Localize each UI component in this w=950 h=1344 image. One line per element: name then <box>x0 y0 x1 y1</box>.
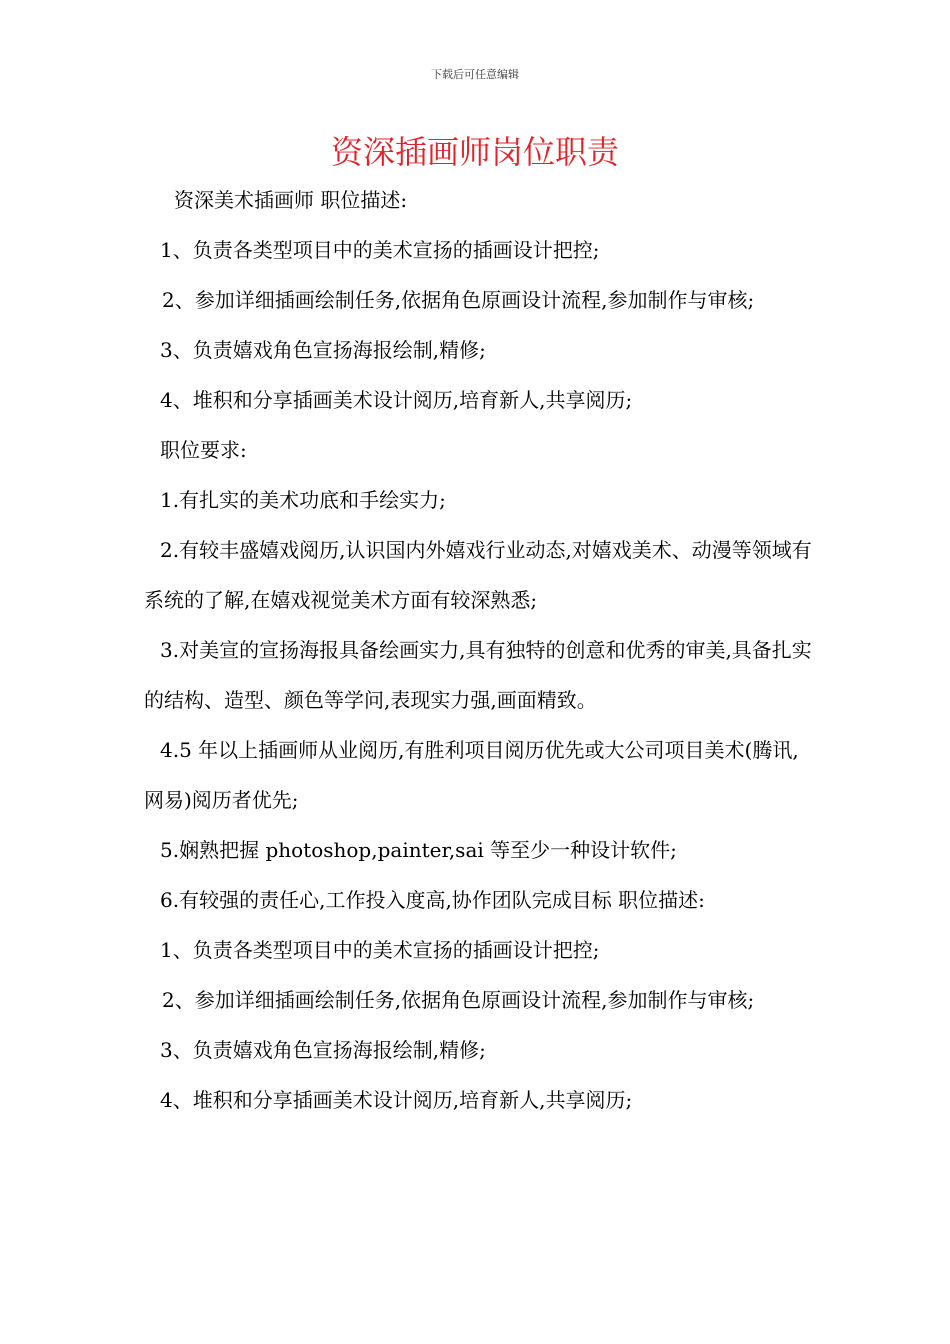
paragraph: 3、负责嬉戏角色宣扬海报绘制,精修; <box>160 1038 486 1062</box>
paragraph: 1.有扎实的美术功底和手绘实力; <box>160 488 446 512</box>
paragraph: 1、负责各类型项目中的美术宣扬的插画设计把控; <box>160 938 600 962</box>
paragraph: 5.娴熟把握 photoshop,painter,sai 等至少一种设计软件; <box>160 838 677 862</box>
paragraph: 6.有较强的责任心,工作投入度高,协作团队完成目标 职位描述: <box>160 888 705 912</box>
paragraph: 2、参加详细插画绘制任务,依据角色原画设计流程,参加制作与审核; <box>162 288 755 312</box>
paragraph: 4、堆积和分享插画美术设计阅历,培育新人,共享阅历; <box>160 1088 633 1112</box>
header-note: 下载后可任意编辑 <box>431 68 519 81</box>
document-body <box>144 182 812 1132</box>
paragraph: 3.对美宣的宣扬海报具备绘画实力,具有独特的创意和优秀的审美,具备扎实的结构、造型、颜色等学问,表现实力强,画面精致。 <box>144 638 812 712</box>
paragraph: 职位要求: <box>160 438 247 462</box>
paragraph: 2.有较丰盛嬉戏阅历,认识国内外嬉戏行业动态,对嬉戏美术、动漫等领域有系统的了解,在嬉戏视觉美术方面有较深熟悉; <box>144 538 812 612</box>
paragraph: 4.5 年以上插画师从业阅历,有胜利项目阅历优先或大公司项目美术(腾讯,网易)阅历者优先; <box>144 738 799 812</box>
paragraph: 资深美术插画师 职位描述: <box>174 188 408 212</box>
paragraph: 1、负责各类型项目中的美术宣扬的插画设计把控; <box>160 238 600 262</box>
paragraph: 4、堆积和分享插画美术设计阅历,培育新人,共享阅历; <box>160 388 633 412</box>
paragraph: 3、负责嬉戏角色宣扬海报绘制,精修; <box>160 338 486 362</box>
paragraph: 2、参加详细插画绘制任务,依据角色原画设计流程,参加制作与审核; <box>162 988 755 1012</box>
document-title: 资深插画师岗位职责 <box>330 133 619 171</box>
